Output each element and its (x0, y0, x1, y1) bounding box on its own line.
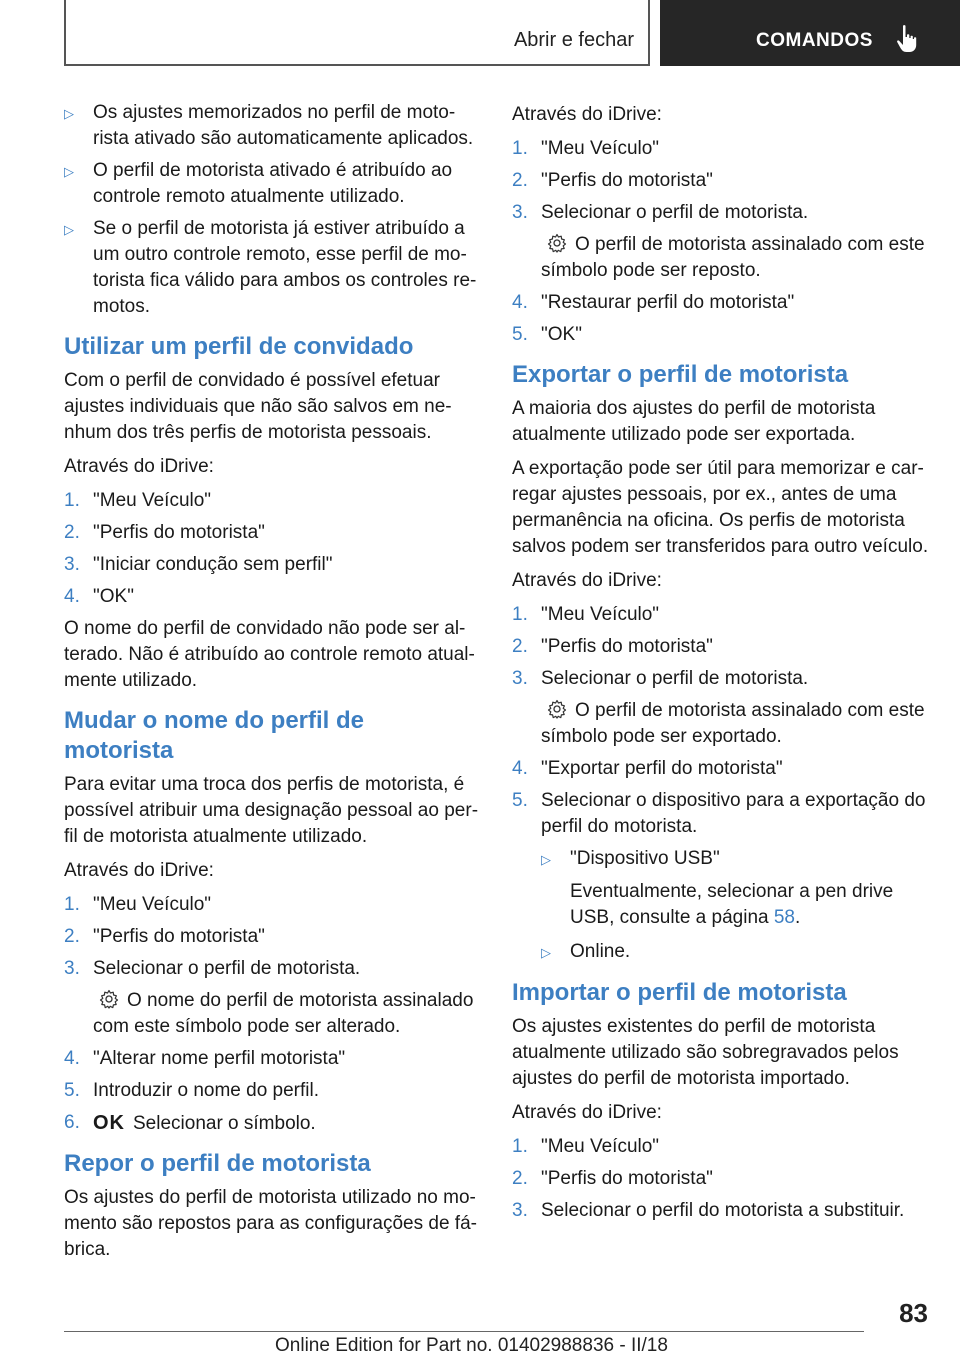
pointing-hand-icon (895, 24, 919, 54)
heading-reset-profile: Repor o perfil de motorista (64, 1150, 371, 1177)
footer-divider (64, 1331, 864, 1332)
sub-bullet-item: ▷ "Dispositivo USB" (541, 846, 932, 873)
paragraph: Para evitar uma troca dos perfis de motorista, é possível atribuir uma designação pessoal ao perfil de motorista atualmente utilizado. (64, 774, 479, 847)
via-idrive-label: Através do iDrive: (512, 1102, 662, 1123)
sub-note: Eventualmente, selecionar a pen drive USB, consulte a página 58. (570, 881, 894, 928)
step-note: O nome do perfil de motorista assinalado com este símbolo pode ser alterado. (93, 990, 474, 1037)
heading-export-profile: Exportar o perfil de motorista (512, 361, 849, 388)
list-item: 5. Selecionar o dispositivo para a exportação do perfil do motorista. (512, 790, 926, 837)
left-column (64, 100, 478, 1271)
paragraph: Os ajustes existentes do perfil de motorista atualmente utilizado são sobregravados pelos ajustes do perfil de motorista importado. (512, 1016, 899, 1089)
list-item: 2. "Perfis do motorista" (64, 926, 265, 947)
gear-icon (99, 989, 119, 1009)
list-item: 5. "OK" (512, 324, 582, 345)
heading-guest-profile: Utilizar um perfil de convidado (64, 333, 414, 360)
list-item: 6. OK Selecionar o símbolo. (64, 1112, 316, 1134)
list-item: 2. "Perfis do motorista" (512, 170, 713, 191)
bullet-item: ▷ O perfil de motorista ativado é atribuído ao controle remoto atualmente utilizado. (64, 158, 478, 210)
list-item: 1. "Meu Veículo" (512, 604, 660, 625)
list-item: 3. Selecionar o perfil de motorista. (512, 202, 809, 223)
via-idrive-label: Através do iDrive: (64, 456, 214, 477)
paragraph: O nome do perfil de convidado não pode ser alterado. Não é atribuído ao controle remoto atualmente utilizado. (64, 618, 475, 691)
page-reference-link[interactable]: 58 (773, 907, 795, 928)
heading-rename-profile: Mudar o nome do perfil de motorista (64, 707, 365, 764)
paragraph: A maioria dos ajustes do perfil de motorista atualmente utilizado pode ser exportada. (512, 398, 876, 445)
triangle-bullet-icon: ▷ (64, 164, 74, 179)
triangle-bullet-icon: ▷ (541, 852, 551, 867)
list-item: 4. "Alterar nome perfil motorista" (64, 1048, 346, 1069)
bullet-item: ▷ Os ajustes memorizados no perfil de motorista ativado são automaticamente aplicados. (64, 100, 478, 152)
list-item: 4. "Restaurar perfil do motorista" (512, 292, 795, 313)
paragraph: Os ajustes do perfil de motorista utilizado no momento são repostos para as configurações de fábrica. (64, 1187, 477, 1260)
list-item: 1. "Meu Veículo" (512, 1136, 660, 1157)
list-item: 3. Selecionar o perfil de motorista. (512, 668, 809, 689)
list-item: 2. "Perfis do motorista" (512, 1168, 713, 1189)
list-item: 3. "Iniciar condução sem perfil" (64, 554, 333, 575)
list-item: 3. Selecionar o perfil do motorista a substituir. (512, 1200, 905, 1221)
page-header (0, 0, 960, 66)
paragraph: A exportação pode ser útil para memorizar e carregar ajustes pessoais, por ex., antes de uma permanência na oficina. Os perfis de motorista salvos podem ser transferidos para outro veículo. (512, 458, 929, 557)
list-item: 1. "Meu Veículo" (64, 490, 212, 511)
list-item: 2. "Perfis do motorista" (512, 636, 713, 657)
page-number: 83 (899, 1298, 928, 1328)
list-item: 2. "Perfis do motorista" (64, 522, 265, 543)
list-item: 3. Selecionar o perfil de motorista. (64, 958, 361, 979)
via-idrive-label: Através do iDrive: (64, 860, 214, 881)
list-item: 1. "Meu Veículo" (64, 894, 212, 915)
bullet-item: ▷ Se o perfil de motorista já estiver atribuído a um outro controle remoto, esse perfil de motorista fica válido para ambos os controles remotos. (64, 216, 478, 320)
footer-edition: Online Edition for Part no. 01402988836 - II/18 (275, 1335, 668, 1356)
chapter-title: COMANDOS (756, 30, 873, 51)
section-title: Abrir e fechar (513, 29, 634, 51)
via-idrive-label: Através do iDrive: (512, 104, 662, 125)
sub-bullet-item: ▷ Online. (541, 939, 932, 966)
heading-import-profile: Importar o perfil de motorista (512, 979, 847, 1006)
triangle-bullet-icon: ▷ (541, 945, 551, 960)
ok-icon: OK (93, 1112, 125, 1134)
triangle-bullet-icon: ▷ (64, 106, 74, 121)
step-note: O perfil de motorista assinalado com este símbolo pode ser reposto. (541, 234, 925, 281)
gear-icon (547, 233, 567, 253)
list-item: 4. "OK" (64, 586, 134, 607)
gear-icon (547, 699, 567, 719)
section-tab (64, 0, 650, 66)
list-item: 5. Introduzir o nome do perfil. (64, 1080, 320, 1101)
via-idrive-label: Através do iDrive: (512, 570, 662, 591)
list-item: 4. "Exportar perfil do motorista" (512, 758, 783, 779)
triangle-bullet-icon: ▷ (64, 222, 74, 237)
step-note: O perfil de motorista assinalado com este símbolo pode ser exportado. (541, 700, 925, 747)
list-item: 1. "Meu Veículo" (512, 138, 660, 159)
right-column (512, 100, 932, 1230)
paragraph: Com o perfil de convidado é possível efetuar ajustes individuais que não são salvos em nenhum dos três perfis de motorista pessoais. (64, 370, 452, 443)
